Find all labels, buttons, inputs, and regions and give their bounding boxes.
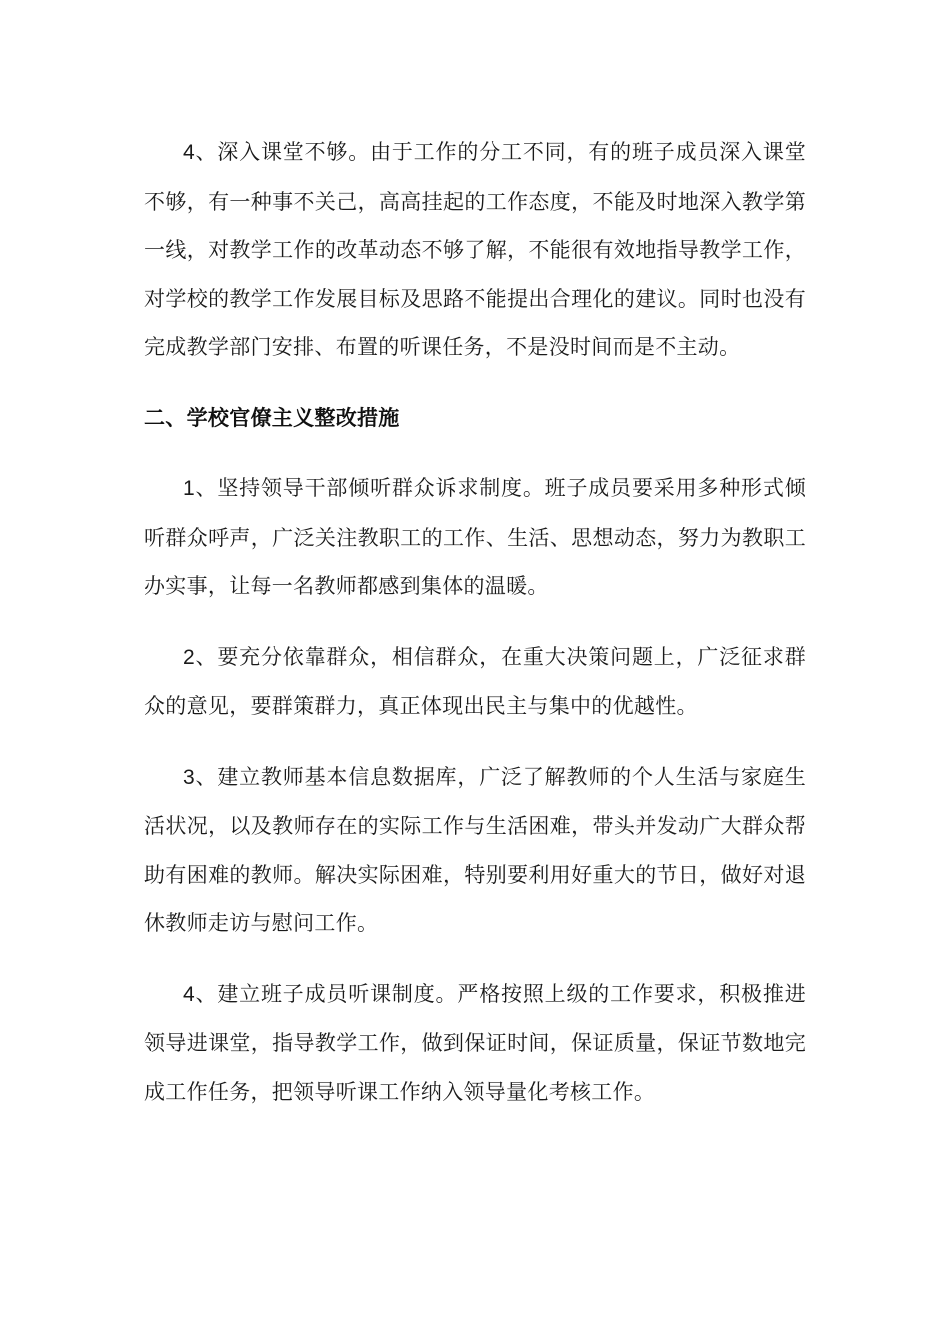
paragraph-number: 1 <box>183 477 195 500</box>
paragraph-number: 2 <box>183 645 195 669</box>
document-body <box>144 128 806 1138</box>
paragraph-text: 、要充分依靠群众，相信群众，在重大决策问题上，广泛征求群众的意见，要群策群力，真正体现出民主与集中的优越性。 <box>144 644 806 718</box>
paragraph-number: 4 <box>183 141 195 164</box>
paragraph-number: 4 <box>183 982 195 1006</box>
paragraph-text: 、坚持领导干部倾听群众诉求制度。班子成员要采用多种形式倾听群众呼声，广泛关注教职工的工作、生活、思想动态，努力为教职工办实事，让每一名教师都感到集体的温暖。 <box>144 476 806 598</box>
paragraph-number: 3 <box>183 765 195 789</box>
measure-paragraph-4 <box>144 970 806 1117</box>
measure-paragraph-2 <box>144 633 806 731</box>
paragraph-text: 、建立教师基本信息数据库，广泛了解教师的个人生活与家庭生活状况，以及教师存在的实际工作与生活困难，带头并发动广大群众帮助有困难的教师。解决实际困难，特别要利用好重大的节日，做好对退休教师走访与慰问工作。 <box>144 764 806 935</box>
measure-paragraph-1 <box>144 464 806 611</box>
measure-paragraph-3 <box>144 753 806 948</box>
section-heading: 二、学校官僚主义整改措施 <box>144 405 400 430</box>
paragraph-text: 、深入课堂不够。由于工作的分工不同，有的班子成员深入课堂不够，有一种事不关己，高高挂起的工作态度，不能及时地深入教学第一线，对教学工作的改革动态不够了解，不能很有效地指导教学工作，对学校的教学工作发展目标及思路不能提出合理化的建议。同时也没有完成教学部门安排、布置的听课任务，不是没时间而是不主动。 <box>144 140 806 359</box>
paragraph-classroom-insufficient <box>144 128 806 372</box>
paragraph-text: 、建立班子成员听课制度。严格按照上级的工作要求，积极推进领导进课堂，指导教学工作，做到保证时间，保证质量，保证节数地完成工作任务，把领导听课工作纳入领导量化考核工作。 <box>144 981 806 1104</box>
